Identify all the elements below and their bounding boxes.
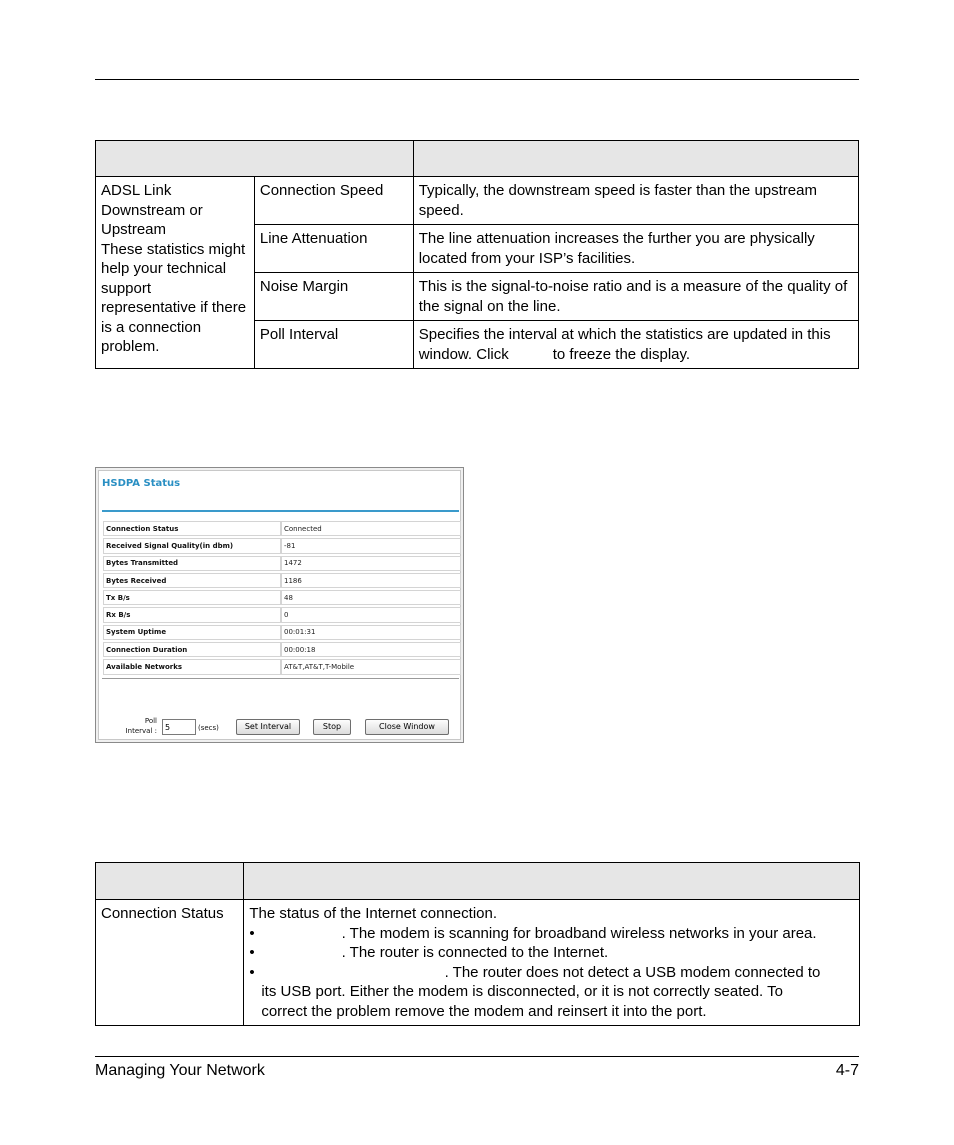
- footer-rule: [95, 1056, 859, 1057]
- bullet-icon: •: [249, 944, 255, 961]
- group-cell: [96, 177, 255, 369]
- poll-interval-label: Poll Interval :: [125, 717, 157, 735]
- table-row: [103, 642, 461, 657]
- setting-cell: Noise Margin: [254, 273, 413, 321]
- stat-value: 48: [281, 590, 461, 605]
- status-bullet-continuation: its USB port. Either the modem is disconnected, or it is not correctly seated. To: [261, 983, 783, 1000]
- stop-button[interactable]: Stop: [313, 719, 351, 735]
- table-header-row: [96, 863, 860, 900]
- status-bullet: • . The router does not detect a USB modem connected to: [249, 963, 821, 981]
- table-row: [103, 538, 461, 553]
- setting-cell: Poll Interval: [254, 321, 413, 369]
- table-row: [103, 521, 461, 536]
- description-cell: Typically, the downstream speed is faster than the upstream speed.: [413, 177, 858, 225]
- stat-label: Connection Duration: [103, 642, 281, 657]
- description-cell: This is the signal-to-noise ratio and is a measure of the quality of the signal on the line.: [413, 273, 858, 321]
- status-bullet: • . The modem is scanning for broadband wireless networks in your area.: [249, 924, 817, 942]
- status-bullet-continuation: correct the problem remove the modem and reinsert it into the port.: [261, 1002, 707, 1020]
- table-header-cell: [244, 863, 860, 900]
- bullet-icon: •: [249, 924, 255, 942]
- table-row: [103, 573, 461, 588]
- bullet-icon: •: [249, 963, 255, 981]
- poll-description-end: to freeze the display.: [552, 345, 691, 363]
- setting-cell: Line Attenuation: [254, 225, 413, 273]
- status-intro: The status of the Internet connection.: [249, 905, 497, 922]
- table-header-row: [96, 141, 859, 177]
- stat-value: -81: [281, 538, 461, 553]
- stat-value: 0: [281, 607, 461, 622]
- stat-value: 1472: [281, 556, 461, 571]
- table-header-cell: [413, 141, 858, 177]
- table-row: [103, 607, 461, 622]
- table-row: [103, 590, 461, 605]
- footer-page-number: 4-7: [835, 1062, 859, 1079]
- status-bullet: • . The router is connected to the Internet.: [249, 944, 609, 961]
- table-row: [96, 900, 860, 1026]
- stat-label: Connection Status: [103, 521, 281, 536]
- description-cell: [413, 321, 858, 369]
- table-row: [103, 625, 461, 640]
- header-rule: [95, 79, 859, 80]
- title-divider: [102, 510, 459, 512]
- stat-label: Received Signal Quality(in dbm): [103, 538, 281, 553]
- setting-cell: Connection Speed: [254, 177, 413, 225]
- secs-label: (secs): [198, 724, 219, 732]
- stat-label: System Uptime: [103, 625, 281, 640]
- stat-label: Bytes Transmitted: [103, 556, 281, 571]
- stat-label: Rx B/s: [103, 607, 281, 622]
- stat-label: Bytes Received: [103, 573, 281, 588]
- poll-description-start: Specifies the interval at which the statistics are updated in this window. Click: [418, 326, 831, 363]
- table-row: [96, 177, 859, 225]
- hsdpa-status-screenshot: [95, 467, 464, 743]
- description-cell: [244, 900, 860, 1026]
- footer-chapter-title: Managing Your Network: [95, 1062, 265, 1079]
- table-header-cell: [96, 141, 414, 177]
- adsl-stats-table: [95, 140, 859, 369]
- table-header-cell: [96, 863, 244, 900]
- group-note: These statistics might help your technical support representative if there is a connection problem.: [101, 240, 247, 355]
- stat-value: 00:01:31: [281, 625, 461, 640]
- stat-value: AT&T,AT&T,T-Mobile: [281, 659, 461, 674]
- stat-value: 1186: [281, 573, 461, 588]
- close-window-button[interactable]: Close Window: [365, 719, 449, 735]
- hsdpa-settings-table: [95, 862, 860, 1026]
- stat-value: 00:00:18: [281, 642, 461, 657]
- setting-cell: Connection Status: [96, 900, 244, 1026]
- set-interval-button[interactable]: Set Interval: [236, 719, 300, 735]
- description-cell: The line attenuation increases the further you are physically located from your ISP’s facilities.: [413, 225, 858, 273]
- stat-label: Available Networks: [103, 659, 281, 674]
- table-row: [103, 556, 461, 571]
- bottom-divider: [102, 678, 459, 679]
- table-row: [103, 659, 461, 674]
- stat-label: Tx B/s: [103, 590, 281, 605]
- group-label: ADSL Link Downstream or Upstream: [101, 182, 203, 238]
- hsdpa-title: HSDPA Status: [102, 478, 181, 489]
- hsdpa-window-body: [98, 470, 461, 740]
- stat-value: Connected: [281, 521, 461, 536]
- poll-interval-input[interactable]: [162, 719, 196, 735]
- hsdpa-stats-table: [103, 519, 461, 677]
